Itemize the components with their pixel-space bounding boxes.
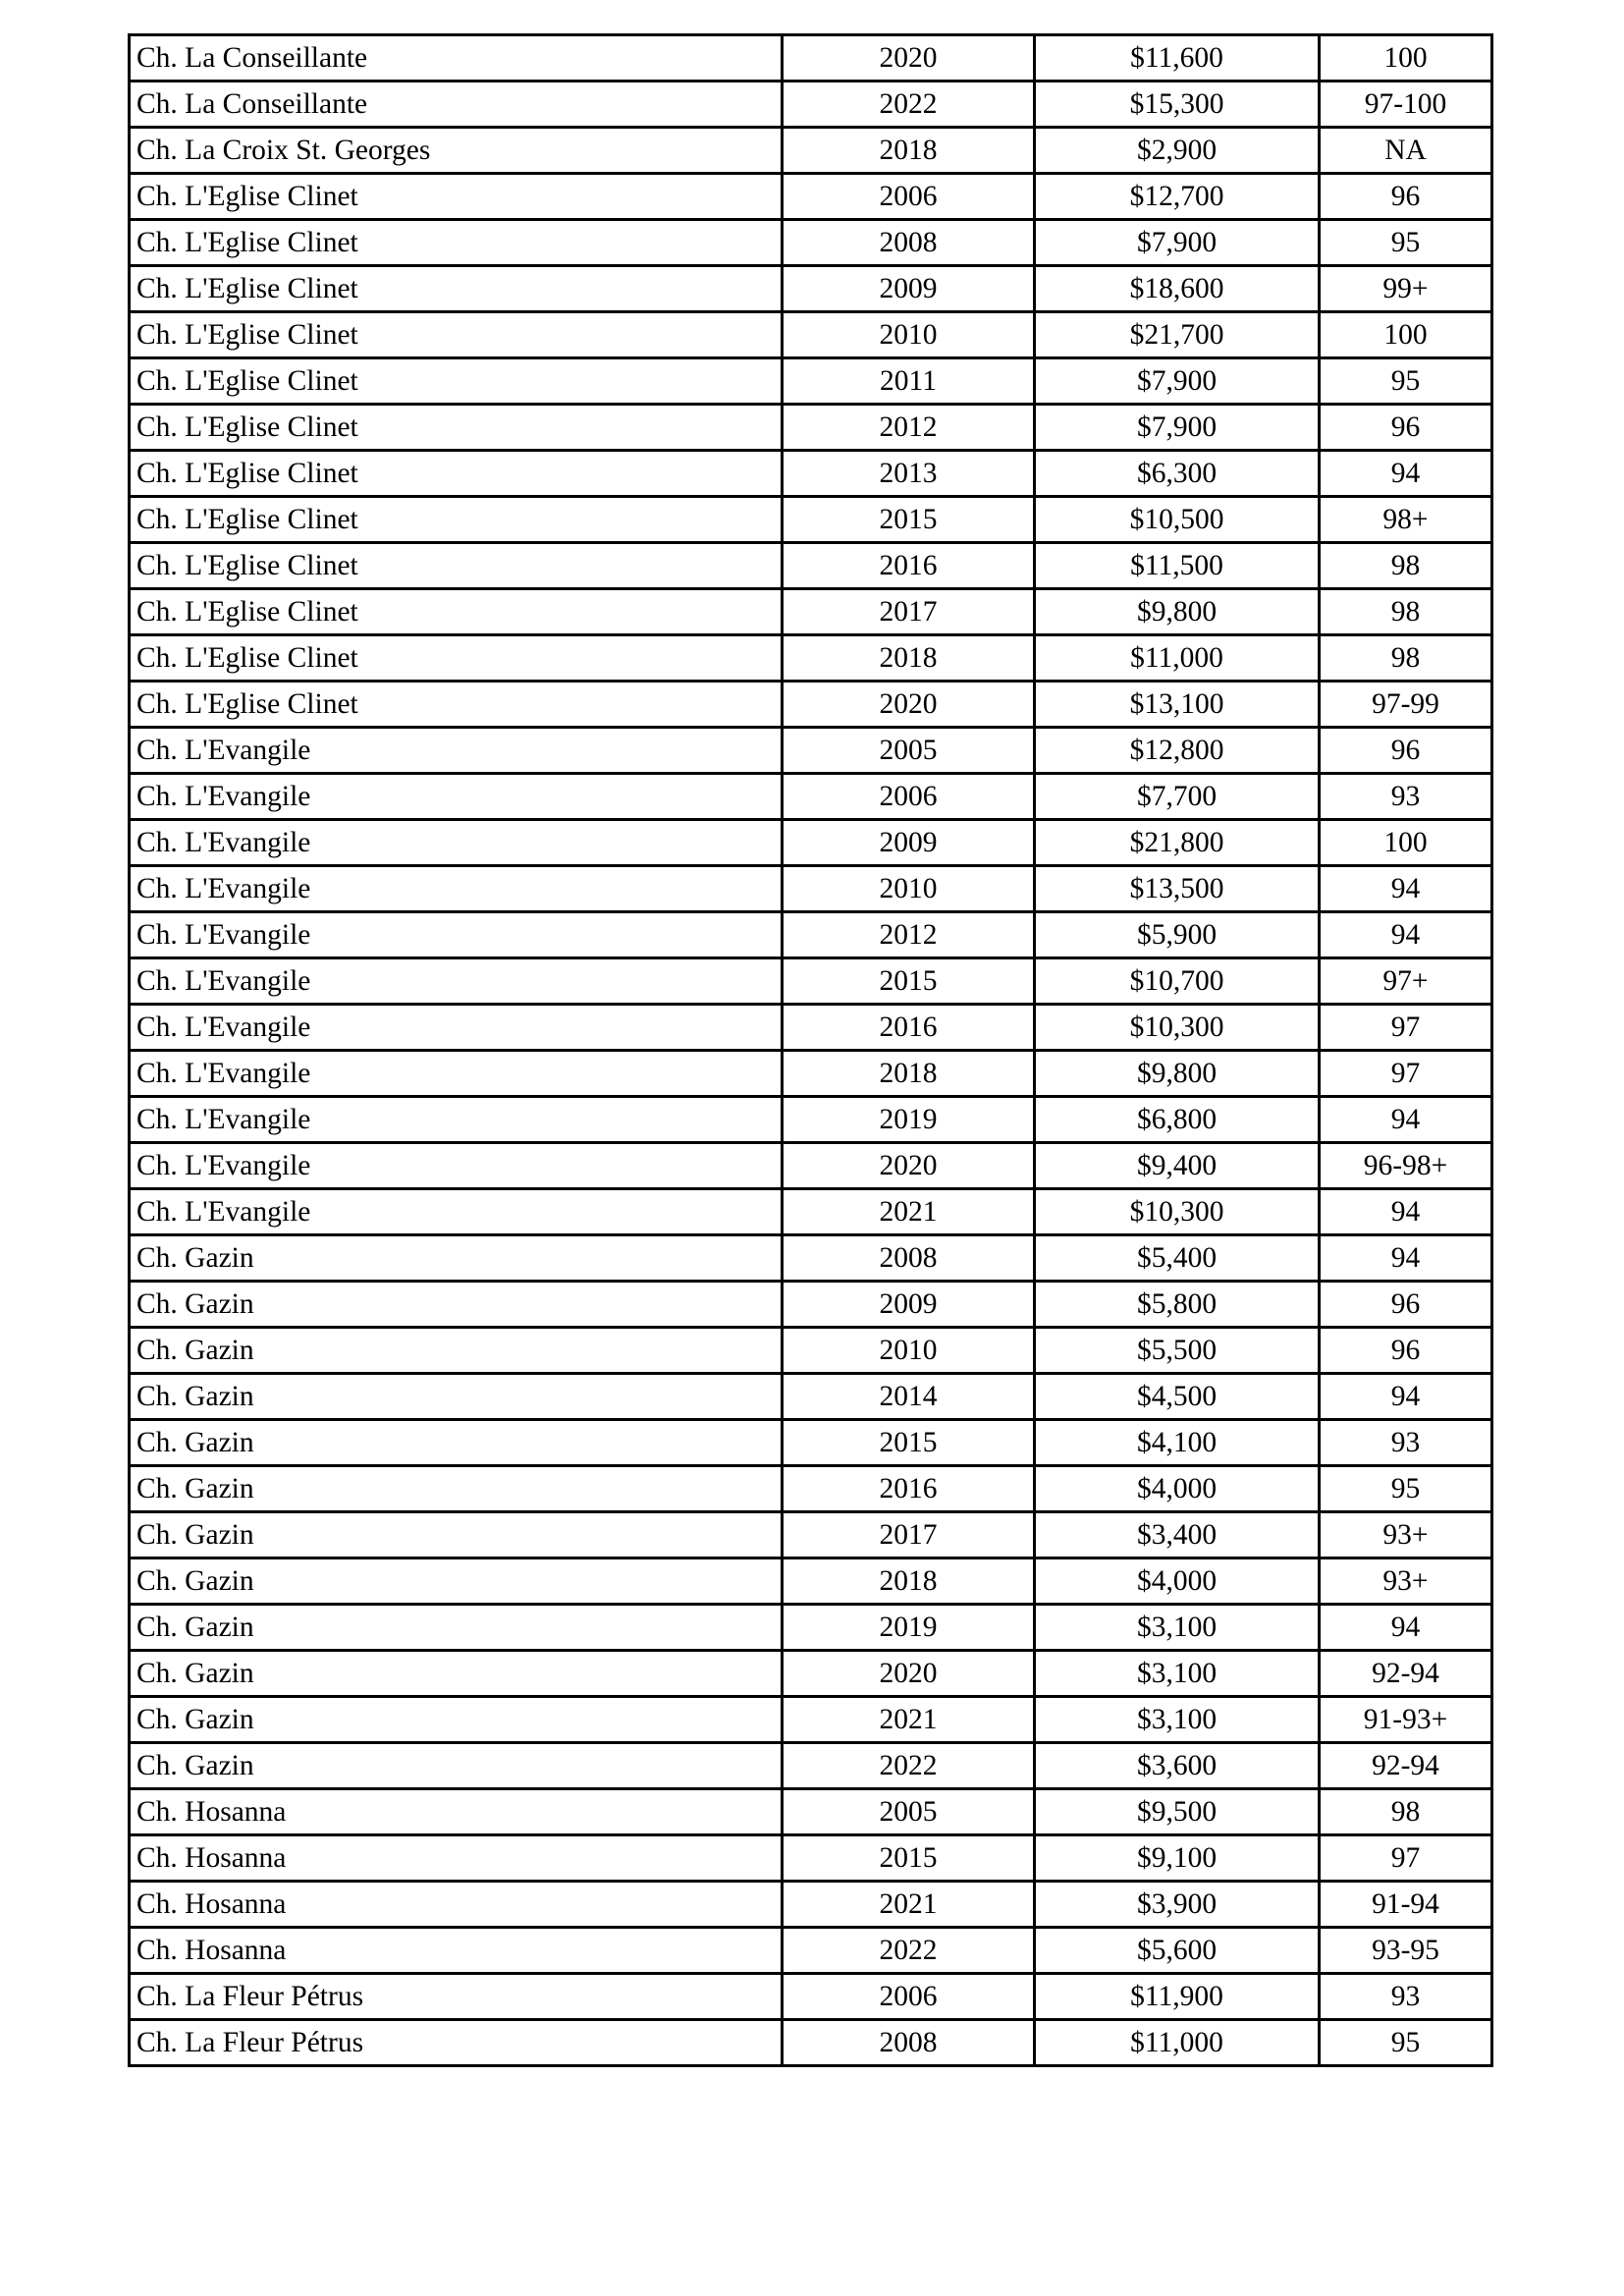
vintage-cell: 2019 bbox=[783, 1605, 1035, 1651]
score-cell: 95 bbox=[1320, 1466, 1492, 1512]
score-cell: 96 bbox=[1320, 1282, 1492, 1328]
table-row bbox=[130, 1328, 1492, 1374]
vintage-cell: 2016 bbox=[783, 1466, 1035, 1512]
wine-name-cell: Ch. L'Evangile bbox=[130, 1051, 783, 1097]
vintage-cell: 2017 bbox=[783, 589, 1035, 635]
table-row bbox=[130, 1005, 1492, 1051]
table-row bbox=[130, 1374, 1492, 1420]
wine-name-cell: Ch. La Conseillante bbox=[130, 82, 783, 128]
wine-name-cell: Ch. La Croix St. Georges bbox=[130, 128, 783, 174]
vintage-cell: 2016 bbox=[783, 1005, 1035, 1051]
price-cell: $11,600 bbox=[1035, 35, 1320, 82]
wine-name-cell: Ch. Gazin bbox=[130, 1282, 783, 1328]
score-cell: 93+ bbox=[1320, 1512, 1492, 1558]
wine-name-cell: Ch. L'Eglise Clinet bbox=[130, 312, 783, 358]
vintage-cell: 2006 bbox=[783, 774, 1035, 820]
table-row bbox=[130, 728, 1492, 774]
wine-name-cell: Ch. L'Evangile bbox=[130, 912, 783, 958]
vintage-cell: 2013 bbox=[783, 451, 1035, 497]
score-cell: 93-95 bbox=[1320, 1928, 1492, 1974]
table-row bbox=[130, 1051, 1492, 1097]
table-row bbox=[130, 128, 1492, 174]
score-cell: 95 bbox=[1320, 358, 1492, 405]
wine-name-cell: Ch. L'Evangile bbox=[130, 774, 783, 820]
table-row bbox=[130, 774, 1492, 820]
table-row bbox=[130, 1097, 1492, 1143]
score-cell: 94 bbox=[1320, 1374, 1492, 1420]
score-cell: 93 bbox=[1320, 1974, 1492, 2020]
score-cell: 97-99 bbox=[1320, 682, 1492, 728]
score-cell: 98 bbox=[1320, 635, 1492, 682]
price-cell: $12,700 bbox=[1035, 174, 1320, 220]
score-cell: 94 bbox=[1320, 912, 1492, 958]
table-row bbox=[130, 589, 1492, 635]
wine-name-cell: Ch. L'Eglise Clinet bbox=[130, 682, 783, 728]
table-row bbox=[130, 543, 1492, 589]
wine-name-cell: Ch. L'Eglise Clinet bbox=[130, 220, 783, 266]
price-cell: $7,700 bbox=[1035, 774, 1320, 820]
score-cell: 96 bbox=[1320, 728, 1492, 774]
price-cell: $13,100 bbox=[1035, 682, 1320, 728]
wine-price-table bbox=[128, 33, 1493, 2067]
vintage-cell: 2022 bbox=[783, 1743, 1035, 1789]
vintage-cell: 2020 bbox=[783, 1651, 1035, 1697]
vintage-cell: 2019 bbox=[783, 1097, 1035, 1143]
vintage-cell: 2008 bbox=[783, 2020, 1035, 2066]
vintage-cell: 2009 bbox=[783, 1282, 1035, 1328]
wine-name-cell: Ch. Gazin bbox=[130, 1466, 783, 1512]
vintage-cell: 2021 bbox=[783, 1189, 1035, 1235]
score-cell: 100 bbox=[1320, 820, 1492, 866]
vintage-cell: 2021 bbox=[783, 1697, 1035, 1743]
score-cell: 94 bbox=[1320, 1189, 1492, 1235]
price-cell: $3,400 bbox=[1035, 1512, 1320, 1558]
price-cell: $3,100 bbox=[1035, 1651, 1320, 1697]
vintage-cell: 2022 bbox=[783, 82, 1035, 128]
wine-name-cell: Ch. Gazin bbox=[130, 1512, 783, 1558]
vintage-cell: 2005 bbox=[783, 1789, 1035, 1835]
price-cell: $5,500 bbox=[1035, 1328, 1320, 1374]
vintage-cell: 2006 bbox=[783, 174, 1035, 220]
vintage-cell: 2015 bbox=[783, 958, 1035, 1005]
vintage-cell: 2020 bbox=[783, 682, 1035, 728]
wine-name-cell: Ch. L'Evangile bbox=[130, 820, 783, 866]
score-cell: 94 bbox=[1320, 1605, 1492, 1651]
wine-name-cell: Ch. Hosanna bbox=[130, 1789, 783, 1835]
score-cell: 91-94 bbox=[1320, 1882, 1492, 1928]
wine-name-cell: Ch. Hosanna bbox=[130, 1928, 783, 1974]
table-row bbox=[130, 1143, 1492, 1189]
price-cell: $9,500 bbox=[1035, 1789, 1320, 1835]
wine-name-cell: Ch. L'Evangile bbox=[130, 728, 783, 774]
table-row bbox=[130, 1282, 1492, 1328]
table-row bbox=[130, 35, 1492, 82]
wine-name-cell: Ch. L'Evangile bbox=[130, 866, 783, 912]
table-row bbox=[130, 266, 1492, 312]
vintage-cell: 2022 bbox=[783, 1928, 1035, 1974]
table-row bbox=[130, 1928, 1492, 1974]
score-cell: 92-94 bbox=[1320, 1651, 1492, 1697]
table-row bbox=[130, 682, 1492, 728]
vintage-cell: 2009 bbox=[783, 266, 1035, 312]
score-cell: 94 bbox=[1320, 451, 1492, 497]
vintage-cell: 2015 bbox=[783, 1420, 1035, 1466]
wine-name-cell: Ch. La Conseillante bbox=[130, 35, 783, 82]
price-cell: $10,700 bbox=[1035, 958, 1320, 1005]
price-cell: $10,500 bbox=[1035, 497, 1320, 543]
vintage-cell: 2018 bbox=[783, 1558, 1035, 1605]
table-row bbox=[130, 220, 1492, 266]
price-cell: $7,900 bbox=[1035, 405, 1320, 451]
table-row bbox=[130, 174, 1492, 220]
score-cell: 96 bbox=[1320, 174, 1492, 220]
price-cell: $15,300 bbox=[1035, 82, 1320, 128]
price-cell: $4,500 bbox=[1035, 1374, 1320, 1420]
score-cell: 98 bbox=[1320, 589, 1492, 635]
vintage-cell: 2010 bbox=[783, 866, 1035, 912]
price-cell: $3,100 bbox=[1035, 1697, 1320, 1743]
score-cell: 93+ bbox=[1320, 1558, 1492, 1605]
table-row bbox=[130, 1835, 1492, 1882]
price-cell: $12,800 bbox=[1035, 728, 1320, 774]
wine-name-cell: Ch. Hosanna bbox=[130, 1882, 783, 1928]
wine-name-cell: Ch. Gazin bbox=[130, 1328, 783, 1374]
price-cell: $7,900 bbox=[1035, 358, 1320, 405]
price-cell: $5,900 bbox=[1035, 912, 1320, 958]
vintage-cell: 2016 bbox=[783, 543, 1035, 589]
table-row bbox=[130, 1558, 1492, 1605]
table-row bbox=[130, 312, 1492, 358]
vintage-cell: 2015 bbox=[783, 497, 1035, 543]
vintage-cell: 2006 bbox=[783, 1974, 1035, 2020]
score-cell: 100 bbox=[1320, 312, 1492, 358]
table-row bbox=[130, 1697, 1492, 1743]
price-cell: $21,700 bbox=[1035, 312, 1320, 358]
score-cell: 95 bbox=[1320, 2020, 1492, 2066]
wine-name-cell: Ch. L'Eglise Clinet bbox=[130, 405, 783, 451]
score-cell: 96 bbox=[1320, 405, 1492, 451]
table-row bbox=[130, 497, 1492, 543]
vintage-cell: 2009 bbox=[783, 820, 1035, 866]
vintage-cell: 2011 bbox=[783, 358, 1035, 405]
score-cell: 97+ bbox=[1320, 958, 1492, 1005]
price-cell: $18,600 bbox=[1035, 266, 1320, 312]
score-cell: 98 bbox=[1320, 543, 1492, 589]
price-cell: $9,100 bbox=[1035, 1835, 1320, 1882]
score-cell: 97 bbox=[1320, 1051, 1492, 1097]
vintage-cell: 2021 bbox=[783, 1882, 1035, 1928]
price-cell: $4,100 bbox=[1035, 1420, 1320, 1466]
price-cell: $21,800 bbox=[1035, 820, 1320, 866]
vintage-cell: 2018 bbox=[783, 128, 1035, 174]
price-cell: $3,600 bbox=[1035, 1743, 1320, 1789]
table-row bbox=[130, 1789, 1492, 1835]
score-cell: 94 bbox=[1320, 1097, 1492, 1143]
wine-name-cell: Ch. L'Eglise Clinet bbox=[130, 635, 783, 682]
score-cell: 99+ bbox=[1320, 266, 1492, 312]
table-row bbox=[130, 1743, 1492, 1789]
wine-name-cell: Ch. L'Eglise Clinet bbox=[130, 358, 783, 405]
table-row bbox=[130, 1189, 1492, 1235]
vintage-cell: 2020 bbox=[783, 35, 1035, 82]
price-cell: $2,900 bbox=[1035, 128, 1320, 174]
price-cell: $6,800 bbox=[1035, 1097, 1320, 1143]
price-cell: $11,000 bbox=[1035, 635, 1320, 682]
table-row bbox=[130, 866, 1492, 912]
score-cell: 94 bbox=[1320, 866, 1492, 912]
price-cell: $6,300 bbox=[1035, 451, 1320, 497]
table-row bbox=[130, 451, 1492, 497]
vintage-cell: 2014 bbox=[783, 1374, 1035, 1420]
score-cell: 94 bbox=[1320, 1235, 1492, 1282]
wine-name-cell: Ch. L'Evangile bbox=[130, 1143, 783, 1189]
table-row bbox=[130, 1974, 1492, 2020]
wine-name-cell: Ch. L'Eglise Clinet bbox=[130, 589, 783, 635]
wine-name-cell: Ch. L'Eglise Clinet bbox=[130, 497, 783, 543]
table-body bbox=[130, 35, 1492, 2066]
price-cell: $10,300 bbox=[1035, 1189, 1320, 1235]
wine-name-cell: Ch. Gazin bbox=[130, 1697, 783, 1743]
wine-name-cell: Ch. Gazin bbox=[130, 1374, 783, 1420]
wine-name-cell: Ch. Hosanna bbox=[130, 1835, 783, 1882]
wine-name-cell: Ch. La Fleur Pétrus bbox=[130, 1974, 783, 2020]
wine-name-cell: Ch. L'Evangile bbox=[130, 958, 783, 1005]
wine-name-cell: Ch. L'Evangile bbox=[130, 1097, 783, 1143]
score-cell: 97 bbox=[1320, 1835, 1492, 1882]
score-cell: 97 bbox=[1320, 1005, 1492, 1051]
vintage-cell: 2018 bbox=[783, 1051, 1035, 1097]
vintage-cell: 2008 bbox=[783, 1235, 1035, 1282]
table-row bbox=[130, 1235, 1492, 1282]
price-cell: $5,800 bbox=[1035, 1282, 1320, 1328]
wine-name-cell: Ch. Gazin bbox=[130, 1235, 783, 1282]
vintage-cell: 2010 bbox=[783, 312, 1035, 358]
vintage-cell: 2015 bbox=[783, 1835, 1035, 1882]
price-cell: $10,300 bbox=[1035, 1005, 1320, 1051]
score-cell: 100 bbox=[1320, 35, 1492, 82]
score-cell: 96 bbox=[1320, 1328, 1492, 1374]
table-row bbox=[130, 405, 1492, 451]
score-cell: 98+ bbox=[1320, 497, 1492, 543]
score-cell: 92-94 bbox=[1320, 1743, 1492, 1789]
vintage-cell: 2010 bbox=[783, 1328, 1035, 1374]
table-row bbox=[130, 1420, 1492, 1466]
vintage-cell: 2012 bbox=[783, 405, 1035, 451]
score-cell: 96-98+ bbox=[1320, 1143, 1492, 1189]
score-cell: 93 bbox=[1320, 774, 1492, 820]
vintage-cell: 2012 bbox=[783, 912, 1035, 958]
wine-name-cell: Ch. L'Evangile bbox=[130, 1189, 783, 1235]
table-row bbox=[130, 912, 1492, 958]
price-cell: $3,900 bbox=[1035, 1882, 1320, 1928]
price-cell: $7,900 bbox=[1035, 220, 1320, 266]
wine-name-cell: Ch. L'Eglise Clinet bbox=[130, 543, 783, 589]
score-cell: NA bbox=[1320, 128, 1492, 174]
price-cell: $11,500 bbox=[1035, 543, 1320, 589]
wine-name-cell: Ch. L'Eglise Clinet bbox=[130, 266, 783, 312]
price-cell: $9,800 bbox=[1035, 589, 1320, 635]
table-row bbox=[130, 1512, 1492, 1558]
table-row bbox=[130, 2020, 1492, 2066]
table-row bbox=[130, 1651, 1492, 1697]
price-cell: $11,000 bbox=[1035, 2020, 1320, 2066]
score-cell: 91-93+ bbox=[1320, 1697, 1492, 1743]
vintage-cell: 2018 bbox=[783, 635, 1035, 682]
score-cell: 95 bbox=[1320, 220, 1492, 266]
vintage-cell: 2008 bbox=[783, 220, 1035, 266]
wine-name-cell: Ch. Gazin bbox=[130, 1558, 783, 1605]
price-cell: $4,000 bbox=[1035, 1558, 1320, 1605]
wine-name-cell: Ch. L'Eglise Clinet bbox=[130, 451, 783, 497]
table-row bbox=[130, 358, 1492, 405]
score-cell: 98 bbox=[1320, 1789, 1492, 1835]
table-row bbox=[130, 1466, 1492, 1512]
score-cell: 93 bbox=[1320, 1420, 1492, 1466]
price-cell: $5,400 bbox=[1035, 1235, 1320, 1282]
vintage-cell: 2020 bbox=[783, 1143, 1035, 1189]
wine-name-cell: Ch. Gazin bbox=[130, 1420, 783, 1466]
price-cell: $13,500 bbox=[1035, 866, 1320, 912]
table-row bbox=[130, 1605, 1492, 1651]
wine-name-cell: Ch. L'Evangile bbox=[130, 1005, 783, 1051]
table-row bbox=[130, 1882, 1492, 1928]
wine-name-cell: Ch. La Fleur Pétrus bbox=[130, 2020, 783, 2066]
wine-name-cell: Ch. Gazin bbox=[130, 1651, 783, 1697]
table-row bbox=[130, 82, 1492, 128]
table-row bbox=[130, 820, 1492, 866]
price-cell: $3,100 bbox=[1035, 1605, 1320, 1651]
price-cell: $5,600 bbox=[1035, 1928, 1320, 1974]
price-cell: $9,800 bbox=[1035, 1051, 1320, 1097]
wine-name-cell: Ch. Gazin bbox=[130, 1743, 783, 1789]
score-cell: 97-100 bbox=[1320, 82, 1492, 128]
table-row bbox=[130, 958, 1492, 1005]
wine-name-cell: Ch. Gazin bbox=[130, 1605, 783, 1651]
wine-name-cell: Ch. L'Eglise Clinet bbox=[130, 174, 783, 220]
price-cell: $9,400 bbox=[1035, 1143, 1320, 1189]
price-cell: $4,000 bbox=[1035, 1466, 1320, 1512]
price-cell: $11,900 bbox=[1035, 1974, 1320, 2020]
vintage-cell: 2005 bbox=[783, 728, 1035, 774]
vintage-cell: 2017 bbox=[783, 1512, 1035, 1558]
table-row bbox=[130, 635, 1492, 682]
